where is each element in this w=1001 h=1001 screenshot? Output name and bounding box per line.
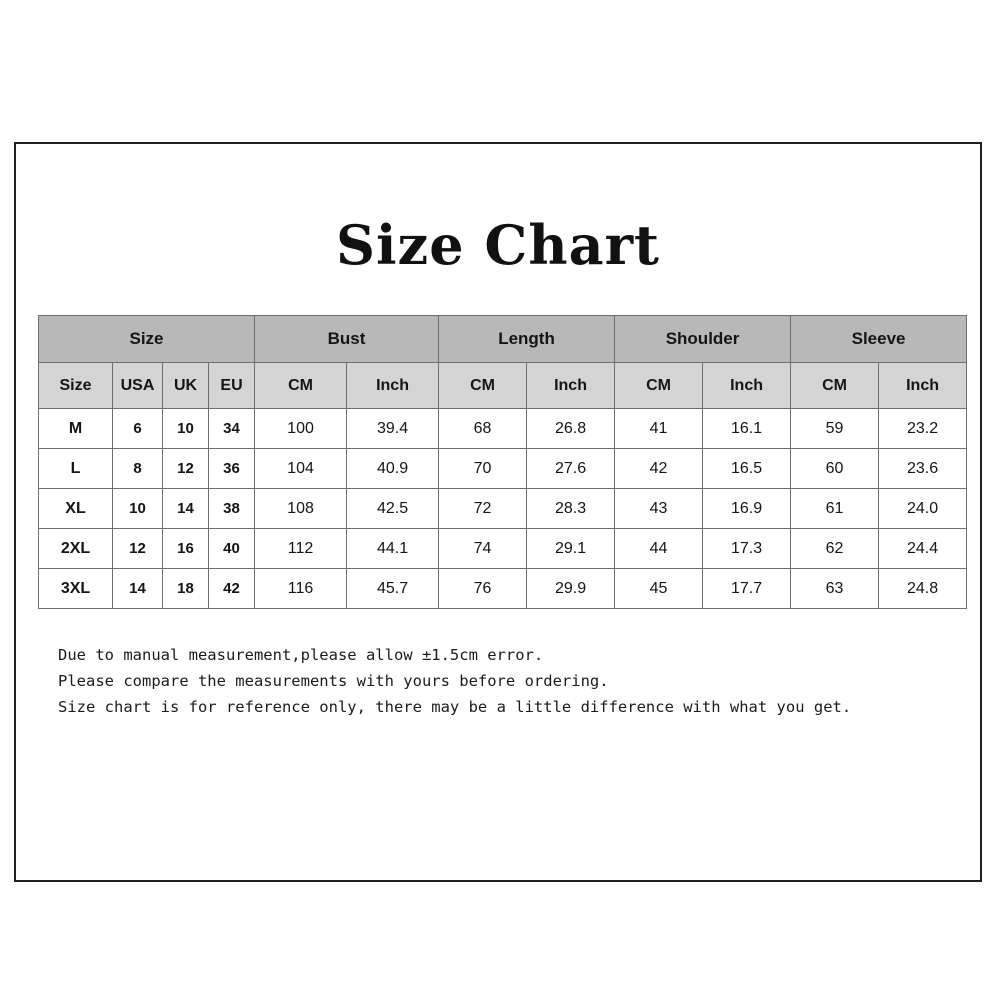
unit-header-sleeve-inch: Inch — [879, 363, 967, 409]
table-row — [39, 409, 967, 449]
cell-uk: 10 — [163, 409, 209, 449]
cell-sleeve-inch: 24.8 — [879, 569, 967, 609]
note-line: Please compare the measurements with yours before ordering. — [58, 671, 609, 690]
table-row — [39, 489, 967, 529]
cell-eu: 40 — [209, 529, 255, 569]
cell-shoulder-cm: 41 — [615, 409, 703, 449]
cell-shoulder-inch: 16.1 — [703, 409, 791, 449]
group-header-shoulder: Shoulder — [615, 316, 791, 363]
size-chart-card — [14, 142, 982, 882]
page-title: Size Chart — [336, 213, 660, 277]
table-row — [39, 529, 967, 569]
unit-header-length-inch: Inch — [527, 363, 615, 409]
unit-header-uk: UK — [163, 363, 209, 409]
unit-header-shoulder-cm: CM — [615, 363, 703, 409]
cell-usa: 8 — [113, 449, 163, 489]
cell-length-inch: 27.6 — [527, 449, 615, 489]
cell-uk: 14 — [163, 489, 209, 529]
cell-length-cm: 76 — [439, 569, 527, 609]
cell-size: L — [39, 449, 113, 489]
cell-eu: 38 — [209, 489, 255, 529]
group-header-length: Length — [439, 316, 615, 363]
cell-sleeve-inch: 23.2 — [879, 409, 967, 449]
cell-bust-inch: 39.4 — [347, 409, 439, 449]
cell-sleeve-inch: 24.4 — [879, 529, 967, 569]
cell-bust-inch: 42.5 — [347, 489, 439, 529]
group-header-size: Size — [39, 316, 255, 363]
cell-shoulder-inch: 17.3 — [703, 529, 791, 569]
cell-bust-inch: 44.1 — [347, 529, 439, 569]
cell-shoulder-cm: 43 — [615, 489, 703, 529]
cell-length-cm: 74 — [439, 529, 527, 569]
cell-bust-cm: 100 — [255, 409, 347, 449]
table-body — [39, 409, 967, 609]
cell-bust-cm: 112 — [255, 529, 347, 569]
cell-uk: 18 — [163, 569, 209, 609]
unit-header-usa: USA — [113, 363, 163, 409]
cell-sleeve-cm: 59 — [791, 409, 879, 449]
cell-shoulder-cm: 44 — [615, 529, 703, 569]
cell-sleeve-cm: 63 — [791, 569, 879, 609]
unit-header-row — [39, 363, 967, 409]
cell-length-cm: 72 — [439, 489, 527, 529]
cell-bust-cm: 116 — [255, 569, 347, 609]
group-header-bust: Bust — [255, 316, 439, 363]
cell-size: M — [39, 409, 113, 449]
cell-uk: 16 — [163, 529, 209, 569]
cell-length-inch: 29.9 — [527, 569, 615, 609]
note-line: Due to manual measurement,please allow ±1.5cm error. — [58, 646, 544, 665]
cell-length-cm: 70 — [439, 449, 527, 489]
size-table-container — [38, 315, 958, 609]
cell-usa: 6 — [113, 409, 163, 449]
cell-eu: 36 — [209, 449, 255, 489]
group-header-row — [39, 316, 967, 363]
cell-size: 2XL — [39, 529, 113, 569]
size-table — [38, 315, 967, 609]
cell-sleeve-cm: 62 — [791, 529, 879, 569]
unit-header-bust-inch: Inch — [347, 363, 439, 409]
cell-eu: 42 — [209, 569, 255, 609]
cell-length-inch: 26.8 — [527, 409, 615, 449]
cell-sleeve-inch: 23.6 — [879, 449, 967, 489]
cell-bust-inch: 45.7 — [347, 569, 439, 609]
unit-header-sleeve-cm: CM — [791, 363, 879, 409]
cell-length-inch: 28.3 — [527, 489, 615, 529]
cell-size: 3XL — [39, 569, 113, 609]
unit-header-length-cm: CM — [439, 363, 527, 409]
cell-size: XL — [39, 489, 113, 529]
cell-bust-inch: 40.9 — [347, 449, 439, 489]
cell-sleeve-cm: 60 — [791, 449, 879, 489]
note-line: Size chart is for reference only, there may be a little difference with what you get. — [58, 697, 852, 716]
cell-bust-cm: 104 — [255, 449, 347, 489]
cell-usa: 10 — [113, 489, 163, 529]
unit-header-eu: EU — [209, 363, 255, 409]
table-head — [39, 316, 967, 409]
cell-shoulder-inch: 16.9 — [703, 489, 791, 529]
cell-eu: 34 — [209, 409, 255, 449]
cell-uk: 12 — [163, 449, 209, 489]
unit-header-shoulder-inch: Inch — [703, 363, 791, 409]
unit-header-bust-cm: CM — [255, 363, 347, 409]
cell-shoulder-inch: 16.5 — [703, 449, 791, 489]
cell-shoulder-cm: 42 — [615, 449, 703, 489]
cell-sleeve-cm: 61 — [791, 489, 879, 529]
table-row — [39, 569, 967, 609]
unit-header-size: Size — [39, 363, 113, 409]
cell-bust-cm: 108 — [255, 489, 347, 529]
table-row — [39, 449, 967, 489]
group-header-sleeve: Sleeve — [791, 316, 967, 363]
cell-shoulder-cm: 45 — [615, 569, 703, 609]
cell-usa: 12 — [113, 529, 163, 569]
cell-length-cm: 68 — [439, 409, 527, 449]
cell-shoulder-inch: 17.7 — [703, 569, 791, 609]
disclaimer-notes — [58, 643, 940, 720]
cell-sleeve-inch: 24.0 — [879, 489, 967, 529]
cell-usa: 14 — [113, 569, 163, 609]
cell-length-inch: 29.1 — [527, 529, 615, 569]
